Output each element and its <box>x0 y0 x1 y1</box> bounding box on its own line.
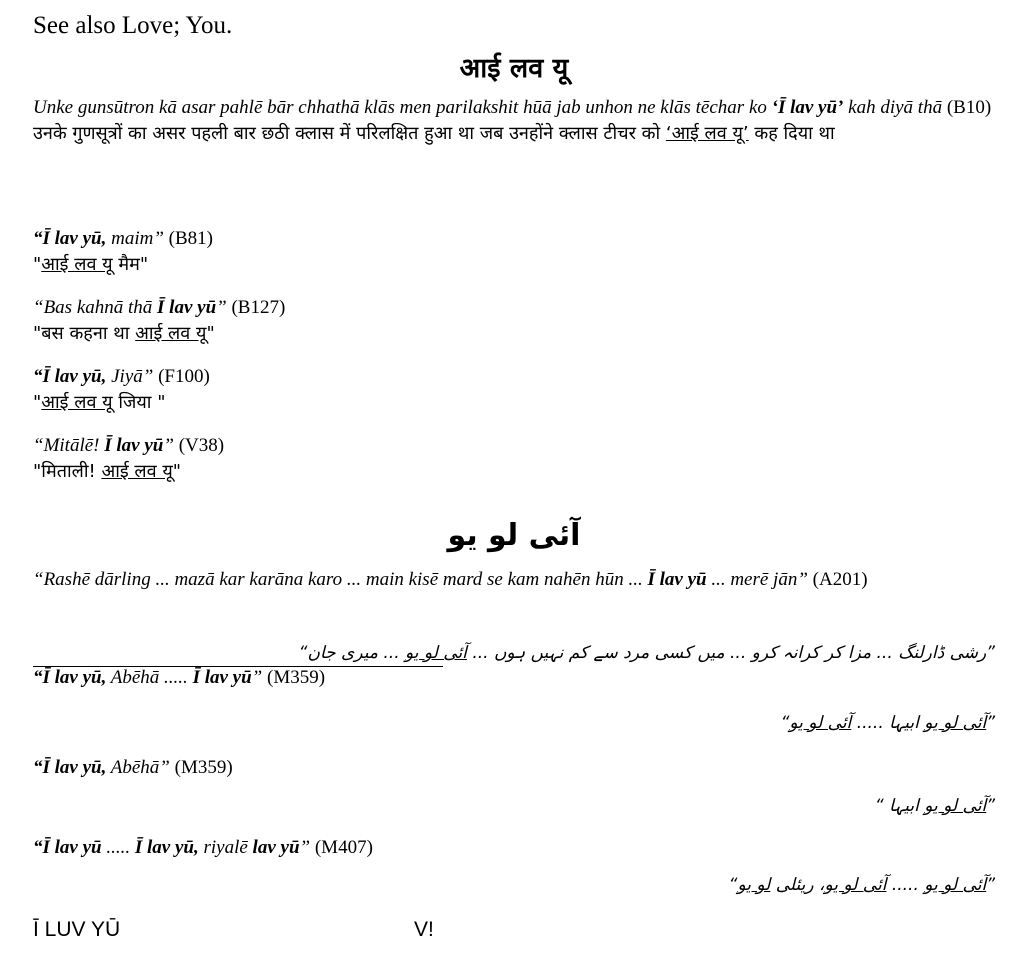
text-segment: ” <box>163 435 174 456</box>
urdu-line <box>299 640 995 666</box>
transliteration <box>33 228 995 250</box>
bold-term: Ī lav yū, <box>134 837 199 858</box>
bold-term: lav yū <box>252 837 300 858</box>
example-m407 <box>33 837 995 859</box>
transliteration <box>33 97 995 119</box>
transliteration <box>33 297 995 319</box>
text-segment: कह दिया था <box>748 123 835 144</box>
text-segment: Jiyā” <box>106 366 154 387</box>
text-segment: maim” <box>106 228 164 249</box>
urdu-line <box>781 710 995 736</box>
text-segment: उनके गुणसूत्रों का असर पहली बार छठी क्लास में परिलक्षित हुआ था जब उनहोंने क्लास टीचर को <box>33 123 666 144</box>
text-segment: “ <box>728 875 738 895</box>
see-also-line: See also Love; You. <box>33 12 233 39</box>
example-a201 <box>33 569 995 591</box>
text-segment: "मिताली! <box>33 461 102 482</box>
text-segment: ” <box>986 796 995 816</box>
underlined-term: آئی لو یو <box>924 713 987 733</box>
text-segment: “Mitālē! <box>33 435 105 456</box>
text-segment: ” <box>986 875 995 895</box>
bold-term: “Ī lav yū, <box>33 228 107 249</box>
bold-term: “Ī lav yū, <box>33 667 107 688</box>
devanagari-line <box>33 388 995 418</box>
source-ref: (V38) <box>173 435 225 456</box>
source-ref: (M359) <box>262 667 326 688</box>
example-b127 <box>33 297 995 349</box>
text-segment: “Rashē dārling ... mazā kar karāna karo ... main kisē mard se kam nahēn hūn ... <box>33 569 648 590</box>
source-ref: (M359) <box>169 757 233 778</box>
bold-term: Ī lav yū <box>192 667 252 688</box>
underlined-term: आई लव यू <box>41 254 113 275</box>
text-segment: riyalē <box>198 837 253 858</box>
example-b10 <box>33 97 995 149</box>
underlined-term: آئی لو یو <box>924 796 987 816</box>
underlined-term: ‘आई लव यू’ <box>665 123 749 144</box>
bold-term: “Ī lav yū <box>33 837 102 858</box>
transliteration <box>33 569 995 591</box>
example-m359-a <box>33 667 995 689</box>
text-segment: Abēhā” <box>106 757 170 778</box>
underlined-term: آئی لو یو <box>789 713 852 733</box>
text-segment: ”رشی ڈارلنگ ... مزا کر کرانہ کرو ... میں کسی مرد سے کم نہیں ہوں ... <box>466 643 995 663</box>
devanagari-line <box>33 250 995 280</box>
text-segment: " <box>172 461 182 482</box>
transliteration <box>33 667 995 689</box>
text-segment: जिया " <box>112 392 166 413</box>
example-b81 <box>33 228 995 280</box>
text-segment: " <box>33 254 42 275</box>
source-ref: (B10) <box>942 97 992 118</box>
text-segment: ابیہا “ <box>874 796 925 816</box>
example-f100 <box>33 366 995 418</box>
text-segment: ، ریئلی <box>770 875 825 895</box>
bold-term: Ī lav yū <box>647 569 707 590</box>
text-segment: ... merē jān” <box>706 569 808 590</box>
text-segment: " <box>206 323 215 344</box>
transliteration <box>33 757 995 779</box>
text-segment: मैम" <box>112 254 149 275</box>
bold-term: ‘Ī lav yū’ <box>771 97 844 118</box>
transliteration <box>33 837 995 859</box>
underlined-term: لو یو <box>737 875 771 895</box>
text-segment: ” <box>986 713 995 733</box>
transliteration <box>33 435 995 457</box>
urdu-headword: آئی لو یو <box>447 518 581 553</box>
source-marker: V! <box>414 918 434 941</box>
bold-term: “Ī lav yū, <box>33 757 107 778</box>
text-segment: “ <box>780 713 790 733</box>
dictionary-page <box>33 0 995 966</box>
text-segment: ابیہا ..... <box>851 713 925 733</box>
urdu-line <box>729 872 995 898</box>
text-segment: ..... <box>101 837 135 858</box>
bold-term: “Ī lav yū, <box>33 366 107 387</box>
text-segment: " <box>33 392 42 413</box>
text-segment: ” <box>299 837 311 858</box>
text-segment: ” <box>251 667 263 688</box>
underlined-term: آئی لو یو <box>824 875 887 895</box>
text-segment: Unke gunsūtron kā asar pahlē bār chhathā klās men parilakshit hūā jab unhon ne klās tēchar ko <box>33 97 772 118</box>
transliteration <box>33 366 995 388</box>
urdu-line <box>875 793 995 819</box>
text-segment: “Bas kahnā thā <box>33 297 158 318</box>
bold-term: Ī lav yū <box>157 297 217 318</box>
underlined-term: आई लव यू <box>101 461 173 482</box>
underlined-term: آئی لو یو <box>405 643 467 663</box>
underlined-term: आई लव यू <box>135 323 207 344</box>
source-ref: (M407) <box>310 837 373 858</box>
devanagari-line <box>33 119 995 149</box>
next-headword: Ī LUV YŪ <box>33 918 121 941</box>
example-m359-b <box>33 757 995 779</box>
source-ref: (F100) <box>153 366 210 387</box>
devanagari-line <box>33 457 995 487</box>
bold-term: Ī lav yū <box>104 435 164 456</box>
hindi-headword: आई लव यू <box>459 53 569 84</box>
underlined-term: आई लव यू <box>41 392 113 413</box>
text-segment: kah diyā thā <box>843 97 943 118</box>
example-v38 <box>33 435 995 487</box>
devanagari-line <box>33 319 995 349</box>
source-ref: (B127) <box>226 297 286 318</box>
source-ref: (A201) <box>807 569 868 590</box>
text-segment: Abēhā ..... <box>106 667 193 688</box>
text-segment: ..... <box>886 875 925 895</box>
text-segment: ... میری جان“ <box>298 643 405 663</box>
underlined-term: آئی لو یو <box>924 875 987 895</box>
text-segment: "बस कहना था <box>33 323 136 344</box>
source-ref: (B81) <box>163 228 213 249</box>
text-segment: ” <box>216 297 227 318</box>
